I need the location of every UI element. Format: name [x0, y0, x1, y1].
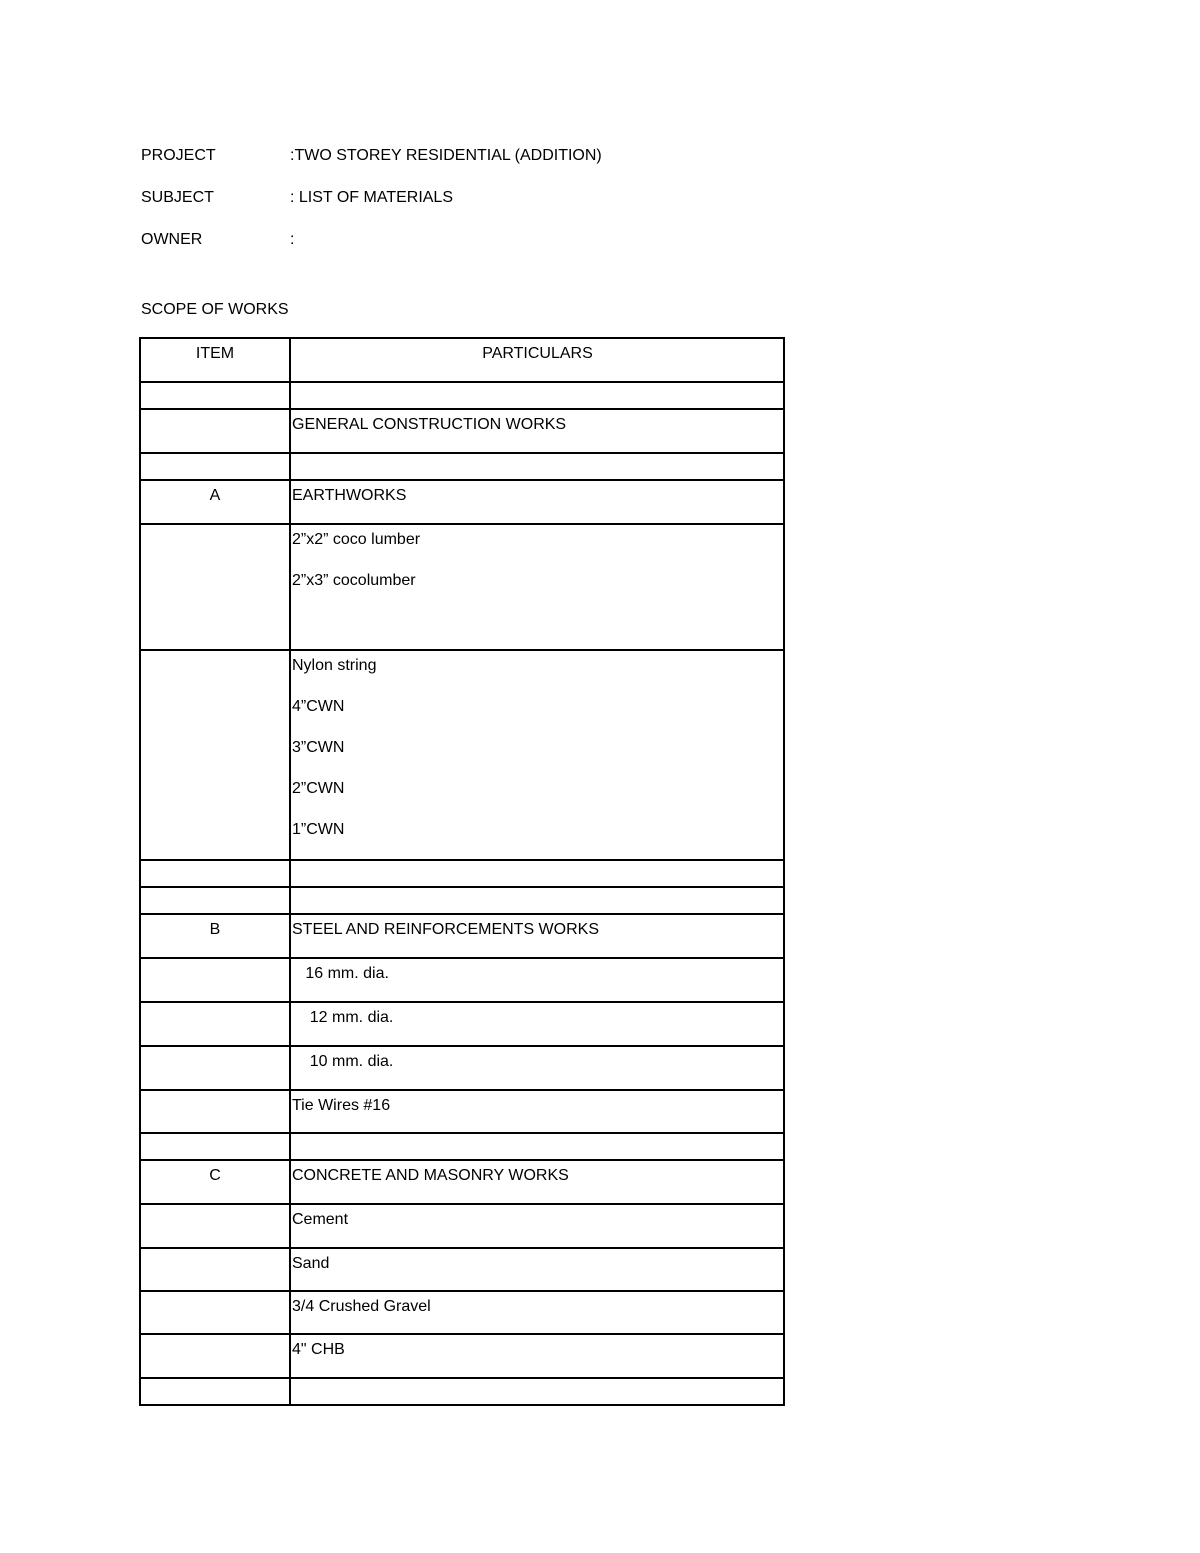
particular-line: 2”x2” coco lumber	[292, 531, 421, 548]
item-cell	[140, 409, 290, 453]
particulars-cell	[290, 480, 784, 524]
particulars-cell	[290, 914, 784, 958]
particulars-cell	[290, 1248, 784, 1291]
table-row	[140, 860, 784, 887]
project-value: :TWO STOREY RESIDENTIAL (ADDITION)	[290, 147, 602, 164]
particulars-cell	[290, 1133, 784, 1160]
particulars-cell	[290, 382, 784, 409]
table-row	[140, 958, 784, 1002]
table-row	[140, 1133, 784, 1160]
scope-of-works-table	[139, 337, 785, 1406]
particulars-cell	[290, 1046, 784, 1090]
particular-line: 2”CWN	[292, 780, 345, 797]
item-cell	[140, 914, 290, 958]
item-cell	[140, 887, 290, 914]
item-code: C	[209, 1167, 221, 1184]
table-row	[140, 914, 784, 958]
table-row	[140, 1204, 784, 1248]
particulars-cell	[290, 1204, 784, 1248]
table-row	[140, 887, 784, 914]
particulars-cell	[290, 453, 784, 480]
item-cell	[140, 958, 290, 1002]
particular-line: EARTHWORKS	[292, 487, 407, 504]
table-row	[140, 1291, 784, 1334]
col-particulars-header: PARTICULARS	[482, 345, 593, 362]
particular-line: 16 mm. dia.	[292, 965, 389, 982]
header-particulars-cell	[290, 338, 784, 382]
table-row	[140, 382, 784, 409]
item-cell	[140, 1160, 290, 1204]
particular-line: Cement	[292, 1211, 349, 1228]
owner-label: OWNER	[141, 231, 203, 248]
subject-value: : LIST OF MATERIALS	[290, 189, 453, 206]
table-row	[140, 409, 784, 453]
particular-line: Nylon string	[292, 657, 377, 674]
particular-line: GENERAL CONSTRUCTION WORKS	[292, 416, 567, 433]
particular-line: 3”CWN	[292, 739, 345, 756]
item-code: A	[209, 487, 221, 504]
particulars-cell	[290, 887, 784, 914]
particular-line: 4" CHB	[292, 1341, 345, 1358]
particulars-cell	[290, 409, 784, 453]
item-cell	[140, 860, 290, 887]
particular-line: 10 mm. dia.	[292, 1053, 394, 1070]
particular-line: 12 mm. dia.	[292, 1009, 394, 1026]
item-cell	[140, 1204, 290, 1248]
particulars-cell	[290, 1291, 784, 1334]
table-row	[140, 650, 784, 860]
particulars-cell	[290, 1160, 784, 1204]
owner-value: :	[290, 231, 295, 248]
item-cell	[140, 480, 290, 524]
table-row	[140, 480, 784, 524]
particular-line: 1”CWN	[292, 821, 345, 838]
particulars-cell	[290, 1334, 784, 1378]
item-cell	[140, 1090, 290, 1133]
item-cell	[140, 382, 290, 409]
project-label: PROJECT	[141, 147, 216, 164]
particulars-cell	[290, 1090, 784, 1133]
item-cell	[140, 650, 290, 860]
particulars-cell	[290, 1002, 784, 1046]
table-row	[140, 1378, 784, 1405]
particular-line: 4”CWN	[292, 698, 345, 715]
subject-label: SUBJECT	[141, 189, 214, 206]
table-row	[140, 1248, 784, 1291]
item-cell	[140, 1248, 290, 1291]
item-cell	[140, 1291, 290, 1334]
item-cell	[140, 1133, 290, 1160]
particular-line: 3/4 Crushed Gravel	[292, 1298, 431, 1315]
table-row	[140, 1160, 784, 1204]
particulars-cell	[290, 650, 784, 860]
table-body	[140, 382, 784, 1405]
particular-line: Tie Wires #16	[292, 1097, 391, 1114]
col-item-header: ITEM	[195, 345, 235, 362]
item-code: B	[209, 921, 221, 938]
particulars-cell	[290, 958, 784, 1002]
particular-line: STEEL AND REINFORCEMENTS WORKS	[292, 921, 599, 938]
item-cell	[140, 1046, 290, 1090]
item-cell	[140, 524, 290, 650]
table-row	[140, 453, 784, 480]
item-cell	[140, 1002, 290, 1046]
item-cell	[140, 1378, 290, 1405]
table-row	[140, 1002, 784, 1046]
particulars-cell	[290, 524, 784, 650]
table-row	[140, 1046, 784, 1090]
scope-title: SCOPE OF WORKS	[141, 301, 289, 318]
table-row	[140, 524, 784, 650]
table-row	[140, 1090, 784, 1133]
particulars-cell	[290, 1378, 784, 1405]
header-item-cell	[140, 338, 290, 382]
item-cell	[140, 1334, 290, 1378]
particular-line: CONCRETE AND MASONRY WORKS	[292, 1167, 569, 1184]
table-header-row	[140, 338, 784, 382]
item-cell	[140, 453, 290, 480]
particulars-cell	[290, 860, 784, 887]
particular-line: Sand	[292, 1255, 330, 1272]
particular-line: 2”x3” cocolumber	[292, 572, 416, 589]
table-row	[140, 1334, 784, 1378]
